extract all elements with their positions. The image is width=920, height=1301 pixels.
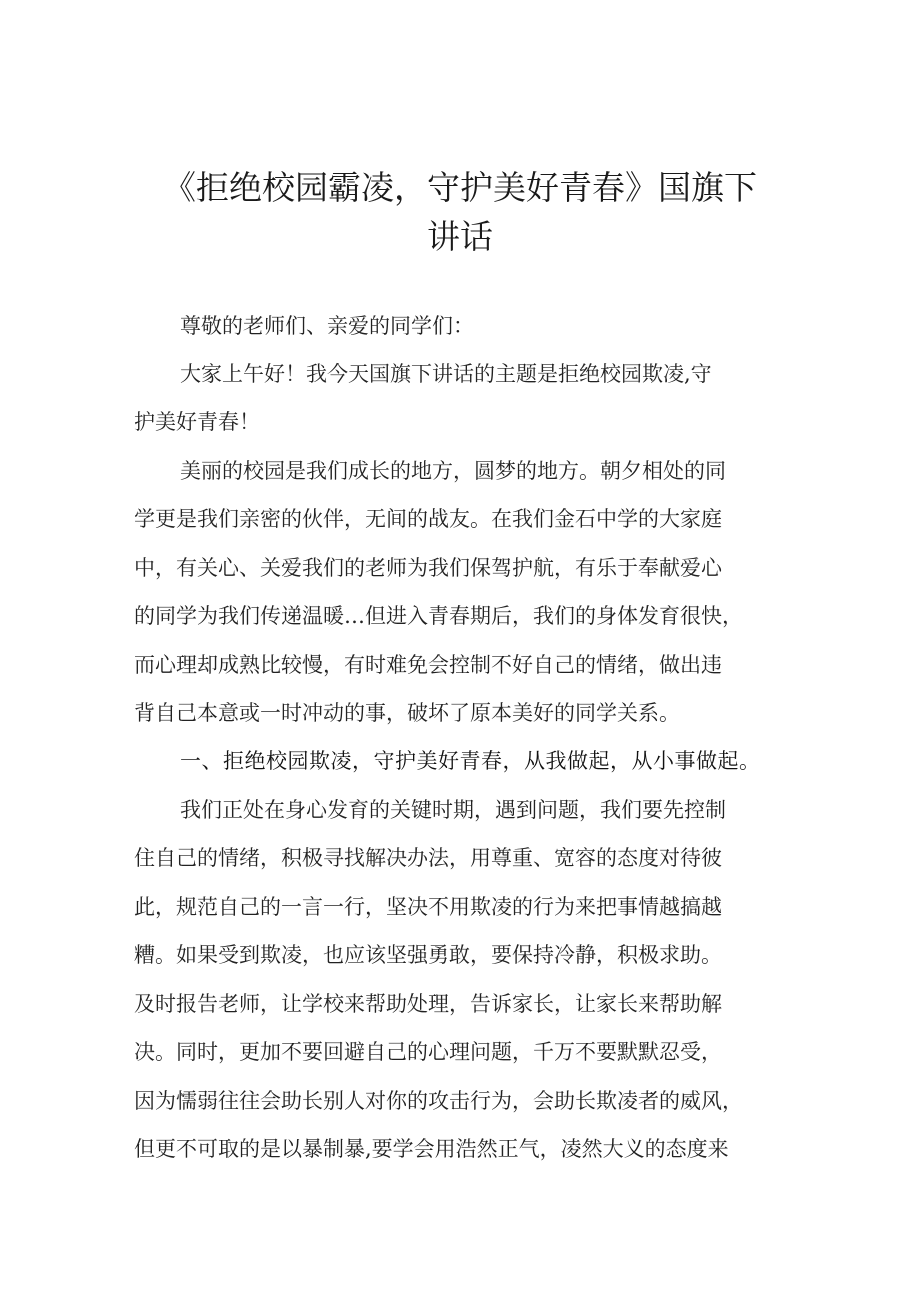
paragraph-1-line: 护美好青春！ xyxy=(134,410,260,434)
paragraph-2-line: 背自己本意或一时冲动的事，破坏了原本美好的同学关系。 xyxy=(134,701,680,725)
paragraph-3-line: 因为懦弱往往会助长别人对你的攻击行为，会助长欺凌者的威风， xyxy=(134,1089,743,1113)
section-1-heading: 一、拒绝校园欺凌，守护美好青春，从我做起，从小事做起。 xyxy=(180,749,761,773)
paragraph-3-line: 糟。如果受到欺凌，也应该坚强勇敢，要保持冷静，积极求助。 xyxy=(134,943,722,967)
paragraph-2-line: 美丽的校园是我们成长的地方，圆梦的地方。朝夕相处的同 xyxy=(180,459,726,483)
paragraph-3-line: 但更不可取的是以暴制暴,要学会用浩然正气，凌然大义的态度来 xyxy=(134,1137,729,1161)
paragraph-2-line: 而心理却成熟比较慢，有时难免会控制不好自己的情绪，做出违 xyxy=(134,653,722,677)
paragraph-3-line: 及时报告老师，让学校来帮助处理，告诉家长，让家长来帮助解 xyxy=(134,992,722,1016)
document-title-line-2: 讲话 xyxy=(427,217,493,256)
paragraph-2-line: 的同学为我们传递温暖…但进入青春期后，我们的身体发育很快， xyxy=(134,604,743,628)
paragraph-3-line: 决。同时，更加不要回避自己的心理问题，千万不要默默忍受， xyxy=(134,1040,722,1064)
paragraph-2-line: 学更是我们亲密的伙伴，无间的战友。在我们金石中学的大家庭 xyxy=(134,507,722,531)
paragraph-3-line: 住自己的情绪，积极寻找解决办法，用尊重、宽容的态度对待彼 xyxy=(134,846,722,870)
greeting: 尊敬的老师们、亲爱的同学们： xyxy=(180,314,474,338)
paragraph-1-line: 大家上午好！我今天国旗下讲话的主题是拒绝校园欺凌,守 xyxy=(180,362,712,386)
paragraph-3-line: 我们正处在身心发育的关键时期，遇到问题，我们要先控制 xyxy=(180,798,726,822)
paragraph-3-line: 此，规范自己的一言一行，坚决不用欺凌的行为来把事情越搞越 xyxy=(134,895,722,919)
document-title-line-1: 《拒绝校园霸凌，守护美好青春》国旗下 xyxy=(163,168,757,207)
paragraph-2-line: 中，有关心、关爱我们的老师为我们保驾护航，有乐于奉献爱心 xyxy=(134,556,722,580)
